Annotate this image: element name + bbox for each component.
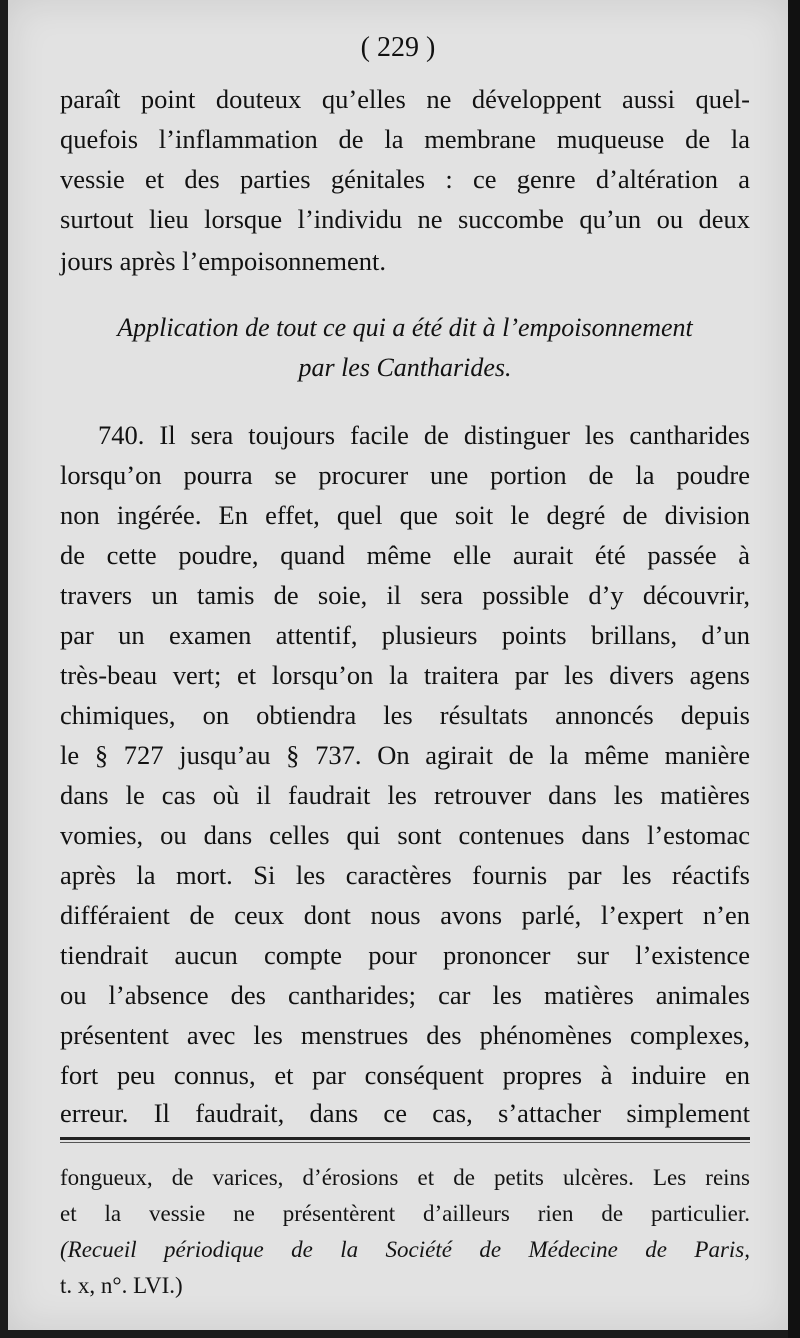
text-line: vessie et des parties génitales : ce genre d’altération a: [60, 164, 750, 194]
book-page: [8, 0, 788, 1330]
text-line: jours après l’empoisonnement.: [60, 246, 387, 276]
text-line: fort peu connus, et par conséquent propres à induire en: [60, 1060, 750, 1090]
text-line: erreur. Il faudrait, dans ce cas, s’attacher simplement: [60, 1098, 750, 1128]
text-line: chimiques, on obtiendra les résultats annoncés depuis: [60, 700, 750, 730]
text-line: lorsqu’on pourra se procurer une portion de la poudre: [60, 460, 750, 490]
text-line: vomies, ou dans celles qui sont contenues dans l’estomac: [60, 820, 750, 850]
text-line: très-beau vert; et lorsqu’on la traitera par les divers agens: [60, 660, 750, 690]
text-line: de cette poudre, quand même elle aurait été passée à: [60, 540, 750, 570]
text-line: quefois l’inflammation de la membrane muqueuse de la: [60, 124, 750, 154]
section-heading: Application de tout ce qui a été dit à l’empoisonnement: [117, 313, 693, 342]
footnote-line: t. x, n°. LVI.): [60, 1273, 183, 1298]
text-line: travers un tamis de soie, il sera possible d’y découvrir,: [60, 580, 750, 610]
footnote-line: et la vessie ne présentèrent d’ailleurs rien de particulier.: [60, 1201, 750, 1226]
text-line: surtout lieu lorsque l’individu ne succombe qu’un ou deux: [60, 204, 750, 234]
text-line: le § 727 jusqu’au § 737. On agirait de la même manière: [60, 740, 750, 770]
text-line: tiendrait aucun compte pour prononcer sur l’existence: [60, 940, 750, 970]
text-line: ou l’absence des cantharides; car les matières animales: [60, 980, 750, 1010]
text-line: non ingérée. En effet, quel que soit le degré de division: [60, 500, 750, 530]
text-line: 740. Il sera toujours facile de distinguer les cantharides: [98, 420, 750, 450]
text-line: différaient de ceux dont nous avons parlé, l’expert n’en: [60, 900, 750, 930]
footnote-rule: [60, 1137, 750, 1140]
footnote-line: fongueux, de varices, d’érosions et de petits ulcères. Les reins: [60, 1165, 750, 1190]
text-line: présentent avec les menstrues des phénomènes complexes,: [60, 1020, 750, 1050]
section-heading: par les Cantharides.: [298, 353, 512, 382]
text-line: par un examen attentif, plusieurs points brillans, d’un: [60, 620, 750, 650]
footnote-rule-thin: [60, 1142, 750, 1143]
footnote-citation: (Recueil périodique de la Société de Médecine de Paris,: [60, 1237, 750, 1262]
page-number: ( 229 ): [360, 32, 436, 63]
page-edge-shadow: [788, 0, 800, 1338]
text-line: paraît point douteux qu’elles ne développent aussi quel-: [60, 84, 750, 114]
text-line: après la mort. Si les caractères fournis par les réactifs: [60, 860, 750, 890]
text-line: dans le cas où il faudrait les retrouver dans les matières: [60, 780, 750, 810]
